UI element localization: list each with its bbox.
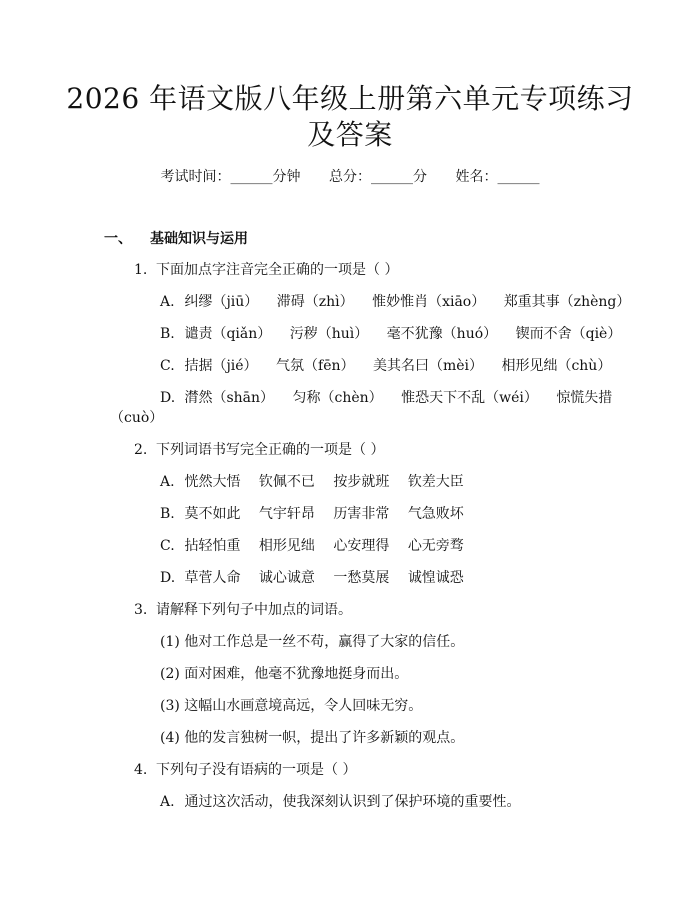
q3-sub-4: (4) 他的发言独树一帜，提出了许多新颖的观点。: [160, 730, 465, 746]
q1-option-d: D. 潸然（shān） 匀称（chèn） 惟恐天下不乱（wéi） 惊慌失措: [160, 390, 613, 406]
section-heading: [104, 228, 248, 248]
exam-meta: [0, 166, 700, 186]
question-2: [134, 440, 384, 460]
question-stem: 下面加点字注音完全正确的一项是（ ）: [156, 262, 399, 278]
doc-title-line-1: 2026 年语文版八年级上册第六单元专项练习: [66, 82, 634, 115]
section-number: 一、: [104, 231, 132, 247]
question-stem: 下列句子没有语病的一项是（ ）: [156, 762, 357, 778]
q3-sub-1: (1) 他对工作总是一丝不苟，赢得了大家的信任。: [160, 634, 465, 650]
question-stem: 下列词语书写完全正确的一项是（ ）: [156, 442, 385, 458]
student-name: 姓名：______: [455, 169, 540, 185]
q3-sub-3: (3) 这幅山水画意境高远，令人回味无穷。: [160, 698, 423, 714]
q2-option-b: B. 莫不如此 气宇轩昂 历害非常 气急败坏: [160, 506, 464, 522]
q2-option-d: D. 草菅人命 诚心诚意 一愁莫展 诚惶诚恐: [160, 570, 464, 586]
question-number: 2.: [134, 442, 148, 458]
question-4: [134, 760, 356, 780]
q2-option-c: C. 拈轻怕重 相形见绌 心安理得 心无旁骛: [160, 538, 464, 554]
question-number: 1.: [134, 262, 148, 278]
question-number: 3.: [134, 602, 148, 618]
question-number: 4.: [134, 762, 148, 778]
question-3: [134, 600, 352, 620]
q1-option-c: C. 拮据（jié） 气氛（fēn） 美其名曰（mèi） 相形见绌（chù）: [160, 358, 612, 374]
q1-option-a: A. 纠缪（jiū） 滞碍（zhì） 惟妙惟肖（xiāo） 郑重其事（zhèng）: [160, 294, 631, 310]
q1-option-b: B. 谴责（qiǎn） 污秽（huì） 毫不犹豫（huó） 锲而不舍（qiè）: [160, 326, 622, 342]
q3-sub-2: (2) 面对困难，他毫不犹豫地挺身而出。: [160, 666, 409, 682]
q2-option-a: A. 恍然大悟 钦佩不已 按步就班 钦差大臣: [160, 474, 464, 490]
question-1: [134, 260, 398, 280]
doc-title-line-2: 及答案: [307, 118, 393, 151]
question-stem: 请解释下列句子中加点的词语。: [156, 602, 352, 618]
q4-option-a: A. 通过这次活动，使我深刻认识到了保护环境的重要性。: [160, 794, 521, 810]
section-title: 基础知识与运用: [150, 231, 248, 247]
exam-time: 考试时间：______分钟: [160, 169, 301, 185]
q1-option-d-wrap: （cuò）: [110, 410, 164, 426]
total-score: 总分：______分: [329, 169, 427, 185]
